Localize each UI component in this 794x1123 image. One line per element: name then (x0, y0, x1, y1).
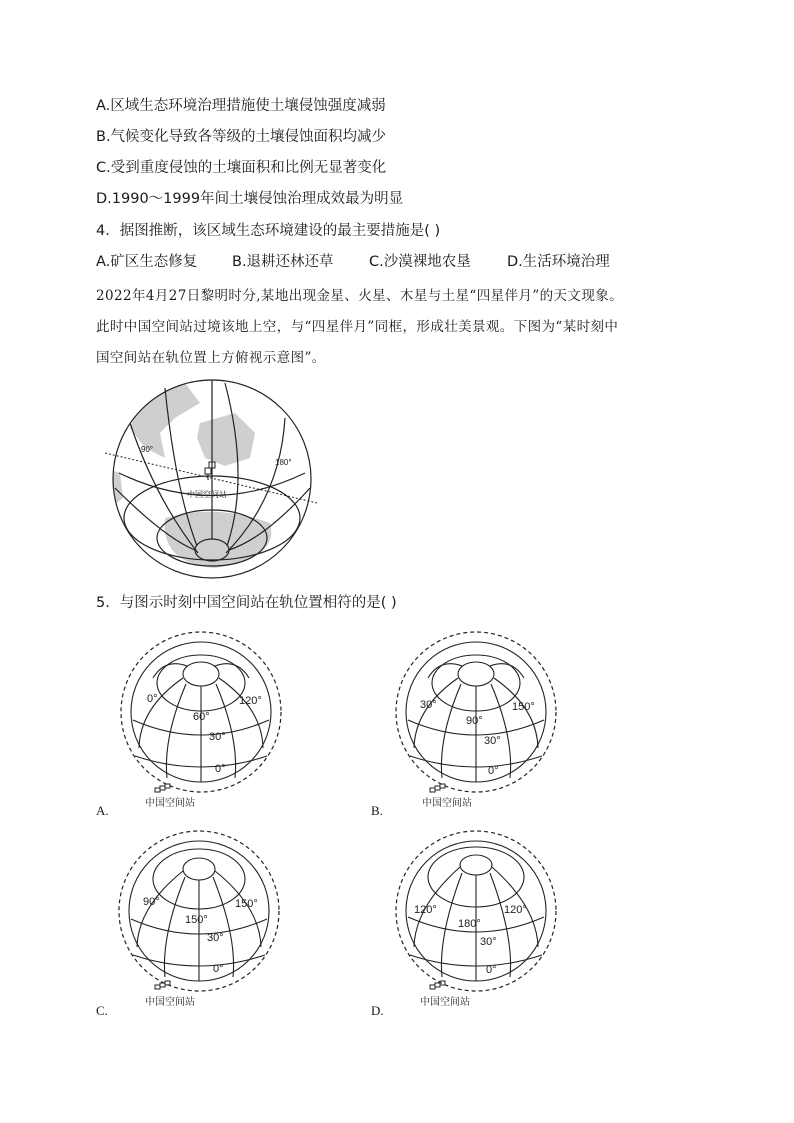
q4-option-c: C.沙漠裸地农垦 (369, 254, 471, 270)
option-d-right-lon: 120° (504, 904, 527, 916)
option-d-left-lon: 120° (414, 904, 437, 916)
option-a-lat-0: 0° (215, 763, 226, 775)
option-a-globe (115, 628, 287, 816)
option-c-lat-30: 30° (207, 932, 224, 944)
option-b-letter: B. (371, 803, 383, 818)
option-a-letter: A. (96, 803, 109, 818)
option-a-right-lon: 120° (239, 695, 262, 707)
q4-stem: 4．据图推断，该区域生态环境建设的最主要措施是( ) (96, 223, 441, 239)
main-lon-right: 180° (275, 458, 292, 467)
option-b-globe (390, 628, 562, 816)
option-c-lat-0: 0° (213, 963, 224, 975)
option-d-globe (390, 827, 562, 1015)
option-d-station-icon (430, 981, 445, 989)
passage-line-2: 此时中国空间站过境该地上空，与“四星伴月”同框，形成壮美景观。下图为“某时刻中 (96, 319, 619, 335)
passage-line-3: 国空间站在轨位置上方俯视示意图”。 (96, 350, 326, 366)
option-b-lat-30: 30° (484, 735, 501, 747)
option-c-right-lon: 150° (235, 898, 258, 910)
option-a-station-label: 中国空间站 (145, 798, 195, 809)
option-c-left-lon: 90° (143, 896, 160, 908)
option-d-lat-0: 0° (486, 964, 497, 976)
q3-option-b: B.气候变化导致各等级的土壤侵蚀面积均减少 (96, 129, 387, 145)
option-d-station-label: 中国空间站 (420, 997, 470, 1008)
q3-option-c: C.受到重度侵蚀的土壤面积和比例无显著变化 (96, 160, 387, 176)
option-c-globe (113, 827, 285, 1015)
option-a-center-lon: 60° (193, 711, 210, 723)
option-a-left-lon: 0° (147, 693, 158, 705)
option-c-center-lon: 150° (185, 914, 208, 926)
q3-option-a: A.区域生态环境治理措施使土壤侵蚀强度减弱 (96, 98, 386, 114)
option-b-right-lon: 150° (512, 701, 535, 713)
option-a-lat-30: 30° (209, 731, 226, 743)
q3-option-d: D.1990～1999年间土壤侵蚀治理成效最为明显 (96, 191, 404, 207)
q4-option-d: D.生活环境治理 (507, 254, 610, 270)
main-station-label: 中国空间站 (187, 490, 227, 499)
option-b-left-lon: 30° (420, 699, 437, 711)
q4-option-b: B.退耕还林还草 (232, 254, 334, 270)
passage-line-1: 2022年4月27日黎明时分,某地出现金星、火星、木星与土星“四星伴月”的天文现象。 (96, 288, 624, 304)
main-lon-left: 90° (141, 445, 154, 454)
main-globe-figure (105, 378, 320, 583)
option-b-lat-0: 0° (488, 765, 499, 777)
q5-stem: 5．与图示时刻中国空间站在轨位置相符的是( ) (96, 595, 397, 611)
option-c-letter: C. (96, 1003, 108, 1018)
q4-option-a: A.矿区生态修复 (96, 254, 198, 270)
option-d-letter: D. (371, 1003, 384, 1018)
option-b-center-lon: 90° (466, 715, 483, 727)
q4-options (96, 252, 610, 272)
option-b-station-icon (430, 784, 445, 792)
option-d-lat-30: 30° (480, 936, 497, 948)
option-b-station-label: 中国空间站 (422, 798, 472, 809)
option-a-station-icon (155, 784, 170, 792)
option-d-center-lon: 180° (458, 918, 481, 930)
option-c-station-label: 中国空间站 (145, 997, 195, 1008)
